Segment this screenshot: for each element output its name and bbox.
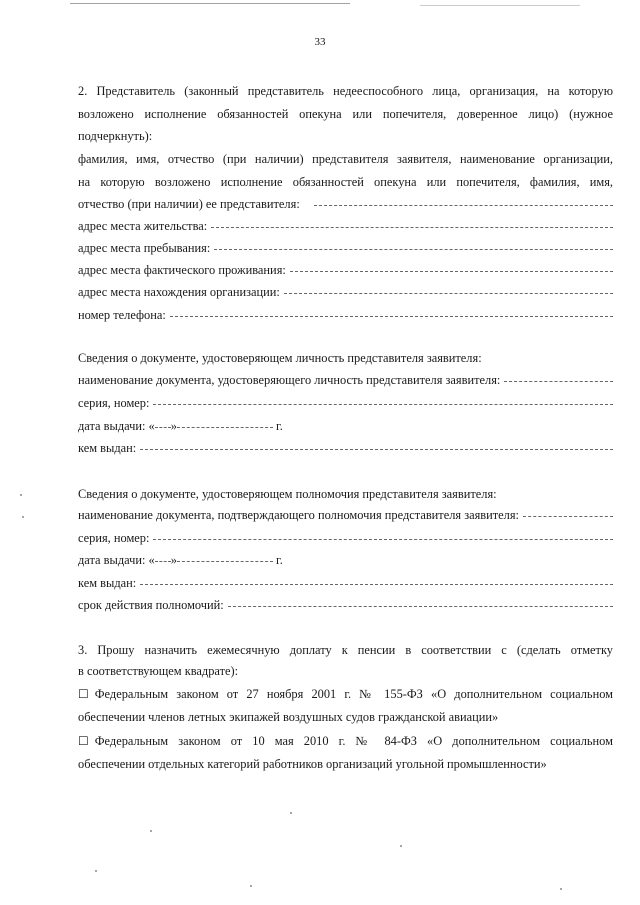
stay-label: адрес места пребывания: (78, 241, 211, 255)
identity-series-label: серия, номер: (78, 396, 150, 410)
authority-doc-name-field[interactable] (78, 507, 613, 523)
authority-validity-label: срок действия полномочий: (78, 598, 224, 612)
option1-text-line2: обеспечении членов летных экипажей воздушных судов гражданской авиации» (78, 710, 499, 724)
identity-date-field[interactable] (78, 418, 613, 434)
fio-label: отчество (при наличии) ее представителя: (78, 197, 300, 211)
identity-doc-name-blank[interactable] (504, 381, 613, 382)
residence-blank[interactable] (211, 227, 613, 228)
section2-intro-line2: возложено исполнение обязанностей опекуна или попечителя, доверенное лицо) (нужное (78, 107, 613, 121)
authority-issued-field[interactable] (78, 575, 613, 591)
org-address-blank[interactable] (284, 293, 613, 294)
scan-speck (400, 845, 402, 847)
authority-doc-heading: Сведения о документе, удостоверяющем полномочия представителя заявителя: (78, 487, 497, 501)
actual-address-blank[interactable] (290, 271, 613, 272)
identity-date-prefix: дата выдачи: « (78, 419, 155, 433)
section2-intro-line1: 2. Представитель (законный представитель недееспособного лица, организация, на которую (78, 84, 613, 98)
fio-blank[interactable] (314, 205, 613, 206)
authority-issued-label: кем выдан: (78, 576, 137, 590)
identity-doc-name-label: наименование документа, удостоверяющего личность представителя заявителя: (78, 373, 501, 387)
residence-label: адрес места жительства: (78, 219, 208, 233)
identity-date-mid: » (170, 419, 177, 433)
scan-speck (250, 885, 252, 887)
section3-intro-line1: 3. Прошу назначить ежемесячную доплату к пенсии в соответствии с (сделать отметку (78, 643, 613, 657)
identity-series-field[interactable] (78, 395, 613, 411)
authority-date-suffix: г. (276, 553, 283, 567)
option2-checkbox[interactable]: ☐ (78, 734, 89, 748)
authority-date-prefix: дата выдачи: « (78, 553, 155, 567)
fio-line2: на которую возложено исполнение обязанностей опекуна или попечителя, фамилия, имя, (78, 175, 613, 189)
stay-blank[interactable] (214, 249, 613, 250)
section2-intro-line3: подчеркнуть): (78, 129, 153, 143)
option1-line1[interactable] (78, 686, 613, 702)
identity-date-month-year[interactable] (177, 427, 273, 428)
authority-date-mid: » (170, 553, 177, 567)
identity-date-suffix: г. (276, 419, 283, 433)
actual-address-label: адрес места фактического проживания: (78, 263, 286, 277)
stay-field[interactable] (78, 240, 613, 256)
option2-text-line1: Федеральным законом от 10 мая 2010 г. № 84-ФЗ «О дополнительном социальном (94, 734, 613, 748)
authority-series-field[interactable] (78, 530, 613, 546)
scan-speck (20, 494, 22, 496)
scan-speck (150, 830, 152, 832)
authority-date-month-year[interactable] (177, 561, 273, 562)
scan-top-line-right (420, 5, 580, 6)
scan-speck (560, 888, 562, 890)
identity-series-blank[interactable] (153, 404, 613, 405)
identity-date-day[interactable] (155, 427, 171, 428)
scan-speck (290, 812, 292, 814)
residence-field[interactable] (78, 218, 613, 234)
phone-label: номер телефона: (78, 308, 166, 322)
identity-issued-blank[interactable] (140, 449, 613, 450)
authority-doc-name-label: наименование документа, подтверждающего полномочия представителя заявителя: (78, 508, 520, 522)
actual-address-field[interactable] (78, 262, 613, 278)
fio-line1: фамилия, имя, отчество (при наличии) представителя заявителя, наименование организации, (78, 152, 613, 166)
section3-intro-line2: в соответствующем квадрате): (78, 664, 239, 678)
option2-text-line2: обеспечении отдельных категорий работников организаций угольной промышленности» (78, 757, 547, 771)
option1-checkbox[interactable]: ☐ (78, 687, 89, 701)
authority-doc-name-blank[interactable] (523, 516, 613, 517)
authority-date-field[interactable] (78, 552, 613, 568)
identity-doc-heading: Сведения о документе, удостоверяющем личность представителя заявителя: (78, 351, 482, 365)
identity-doc-name-field[interactable] (78, 372, 613, 388)
scan-speck (95, 870, 97, 872)
page-number: 33 (314, 36, 326, 48)
authority-validity-blank[interactable] (228, 606, 613, 607)
option2-line1[interactable] (78, 733, 613, 749)
fio-field[interactable] (78, 196, 613, 212)
authority-validity-field[interactable] (78, 597, 613, 613)
identity-issued-field[interactable] (78, 440, 613, 456)
phone-field[interactable] (78, 307, 613, 323)
authority-issued-blank[interactable] (140, 584, 613, 585)
scan-speck (22, 516, 24, 518)
authority-series-blank[interactable] (153, 539, 613, 540)
org-address-field[interactable] (78, 284, 613, 300)
scan-top-line (70, 3, 350, 4)
authority-date-day[interactable] (155, 561, 171, 562)
option1-text-line1: Федеральным законом от 27 ноября 2001 г. № 155-ФЗ «О дополнительном социальном (94, 687, 613, 701)
phone-blank[interactable] (170, 316, 613, 317)
identity-issued-label: кем выдан: (78, 441, 137, 455)
authority-series-label: серия, номер: (78, 531, 150, 545)
org-address-label: адрес места нахождения организации: (78, 285, 280, 299)
